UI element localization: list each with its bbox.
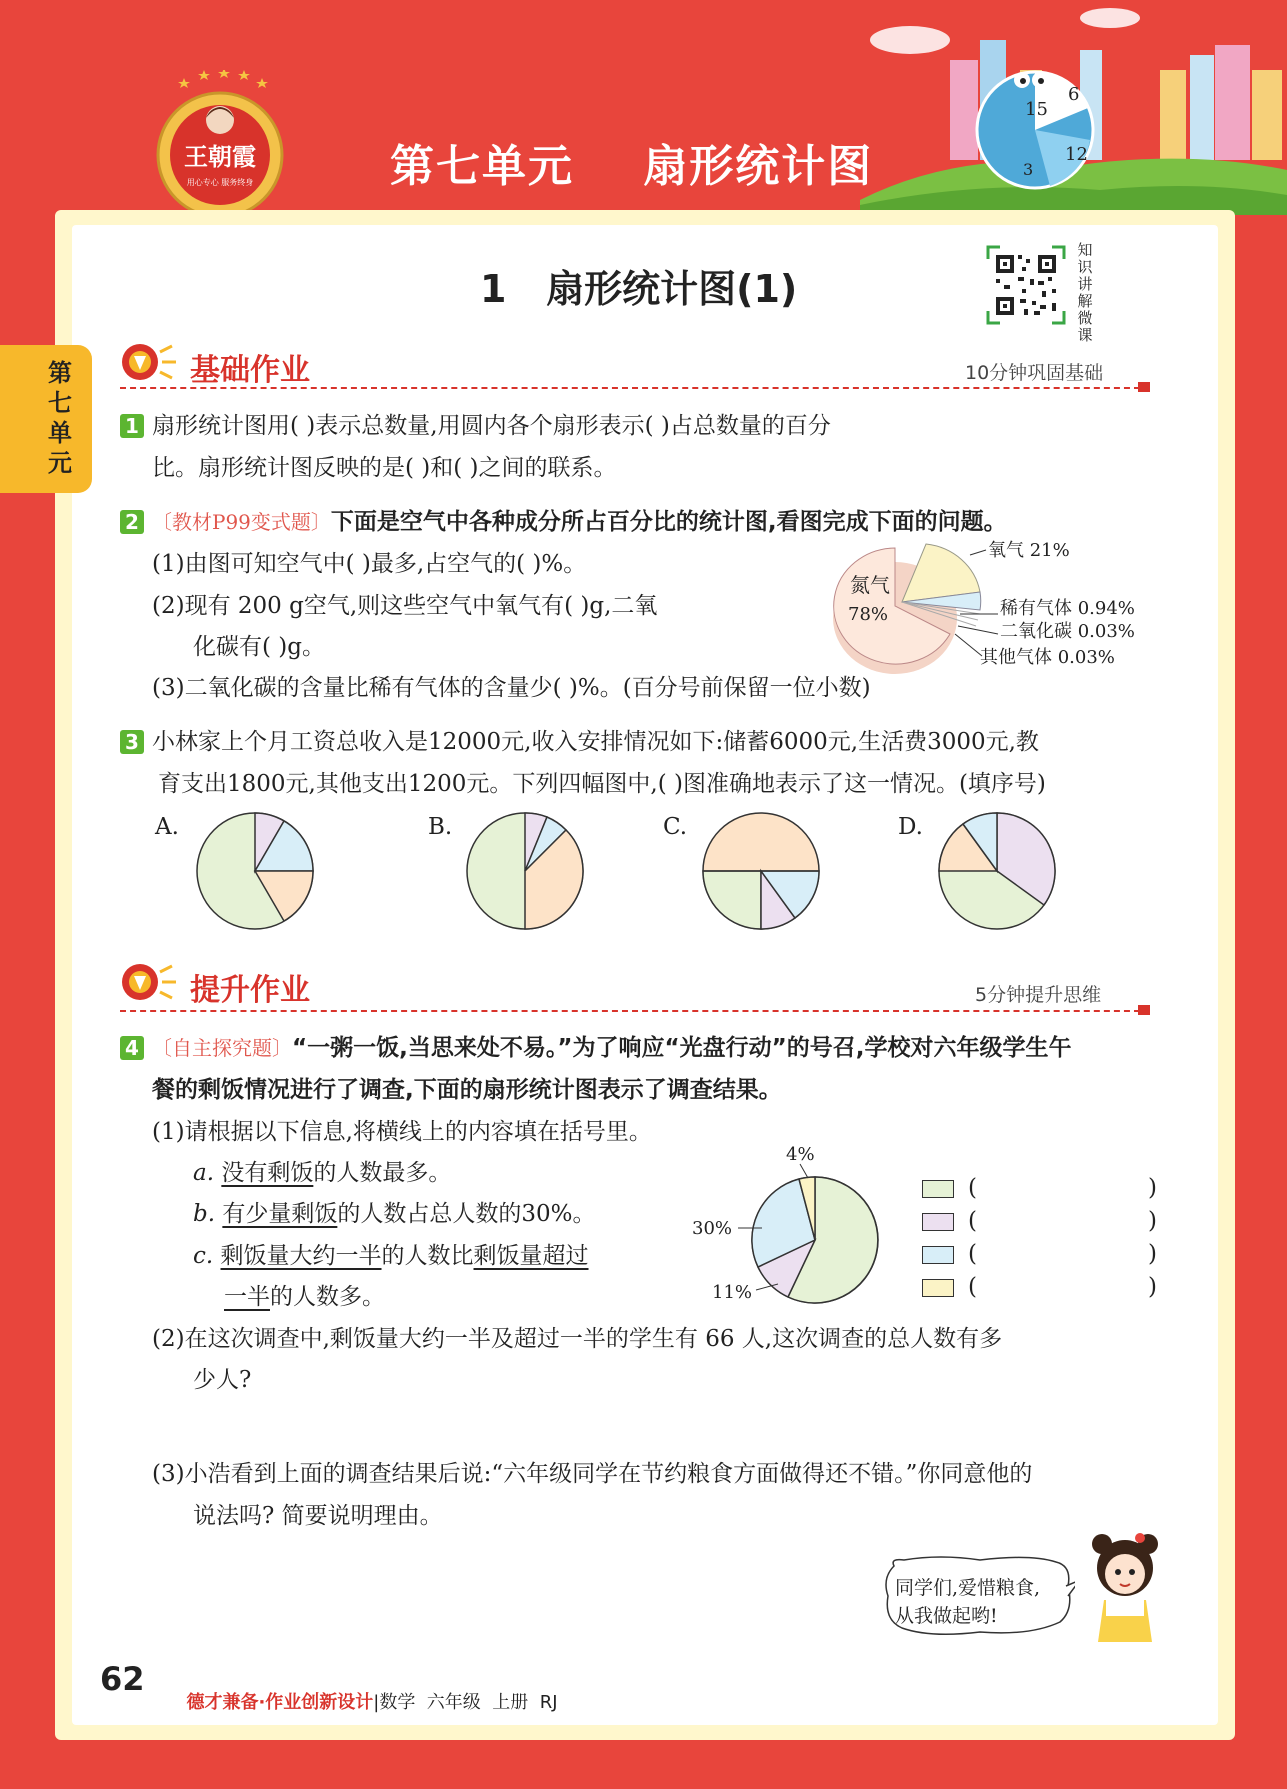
- q2-part1: (1)由图可知空气中( )最多,占空气的( )%。: [152, 551, 587, 577]
- item-c-underlined-1: 剩饭量大约一半: [220, 1243, 382, 1269]
- lesson-title: 1 扇形统计图(1): [480, 267, 798, 311]
- legend-open-1: (: [968, 1175, 977, 1201]
- option-a-label: A.: [155, 814, 179, 840]
- option-a-pie[interactable]: [194, 810, 316, 932]
- legend-close-3: ): [1148, 1241, 1157, 1267]
- section-title-advanced: 提升作业: [190, 973, 310, 1008]
- city-number-15: 15: [1025, 99, 1048, 120]
- legend-open-4: (: [968, 1274, 977, 1300]
- section-note-basic: 10分钟巩固基础: [965, 362, 1104, 384]
- label-30pct: 30%: [692, 1218, 733, 1239]
- trophy-icon: [118, 338, 178, 386]
- question-number-2: 2: [120, 510, 144, 534]
- label-rare-gas: 稀有气体 0.94%: [1000, 598, 1135, 619]
- q3-line1: 小林家上个月工资总收入是12000元,收入安排情况如下:储蓄6000元,生活费3000元,教: [152, 729, 1039, 755]
- q2-part2b: 化碳有( )g。: [193, 634, 325, 660]
- section-divider: [120, 387, 1140, 389]
- legend-swatch-yellow: [922, 1279, 954, 1297]
- section-title-basic: 基础作业: [190, 353, 310, 388]
- option-c-label: C.: [663, 814, 688, 840]
- legend-swatch-purple: [922, 1213, 954, 1231]
- unit-title: 第七单元 扇形统计图: [390, 141, 874, 192]
- label-nitrogen-pct: 78%: [848, 604, 889, 625]
- q1-line1: 扇形统计图用( )表示总数量,用圆内各个扇形表示( )占总数量的百分: [152, 413, 831, 439]
- item-a-underlined: 没有剩饭: [221, 1160, 314, 1186]
- section-divider: [120, 1010, 1140, 1012]
- option-d-pie[interactable]: [936, 810, 1058, 932]
- q4-part2b: 少人?: [193, 1367, 252, 1393]
- label-other-gas: 其他气体 0.03%: [980, 647, 1115, 668]
- label-11pct: 11%: [712, 1282, 753, 1303]
- item-b-label: b.: [193, 1201, 216, 1227]
- q4-stem1: “一粥一饭,当思来处不易。”为了响应“光盘行动”的号召,学校对六年级学生午: [292, 1035, 1072, 1061]
- item-b-underlined: 有少量剩饭: [222, 1201, 338, 1227]
- q2-part2a: (2)现有 200 g空气,则这些空气中氧气有( )g,二氧: [152, 593, 658, 619]
- item-c-underlined-2: 剩饭量超过: [473, 1243, 589, 1269]
- trophy-icon: [118, 958, 178, 1006]
- legend-swatch-blue: [922, 1246, 954, 1264]
- q4-tag: 〔自主探究题〕: [152, 1036, 292, 1060]
- legend-close-4: ): [1148, 1274, 1157, 1300]
- q2-part3: (3)二氧化碳的含量比稀有气体的含量少( )%。(百分号前保留一位小数): [152, 675, 871, 701]
- option-b-label: B.: [428, 814, 453, 840]
- item-c-label: c.: [193, 1243, 214, 1269]
- label-oxygen: 氧气 21%: [988, 540, 1070, 561]
- item-b-rest: 的人数占总人数的30%。: [337, 1201, 596, 1227]
- side-tab-label: 第七单元: [48, 359, 72, 477]
- air-pie-chart: [830, 530, 1160, 680]
- item-a-rest: 的人数最多。: [313, 1160, 452, 1186]
- section-note-advanced: 5分钟提升思维: [975, 984, 1102, 1006]
- legend-close-2: ): [1148, 1208, 1157, 1234]
- legend-open-3: (: [968, 1241, 977, 1267]
- q1-line2: 比。扇形统计图反映的是( )和( )之间的联系。: [152, 455, 617, 481]
- item-c-mid: 的人数比: [381, 1243, 474, 1269]
- item-c-rest: 的人数多。: [270, 1284, 385, 1310]
- city-illustration: [860, 0, 1287, 215]
- publisher-logo: [150, 70, 290, 220]
- question-number-3: 3: [120, 730, 144, 754]
- option-b-pie[interactable]: [464, 810, 586, 932]
- question-number-1: 1: [120, 414, 144, 438]
- q3-line2: 育支出1800元,其他支出1200元。下列四幅图中,( )图准确地表示了这一情况。(填序号): [158, 771, 1046, 797]
- footer-info: |数学 六年级 上册 RJ: [373, 1692, 558, 1713]
- label-4pct: 4%: [786, 1144, 815, 1165]
- label-nitrogen: 氮气: [850, 573, 890, 597]
- page-number: 62: [100, 1660, 145, 1698]
- q2-stem: 下面是空气中各种成分所占百分比的统计图,看图完成下面的问题。: [330, 509, 1007, 535]
- logo-slogan: 用心专心 服务终身: [186, 178, 254, 187]
- q4-part3b: 说法吗? 简要说明理由。: [193, 1503, 443, 1529]
- logo-name: 王朝霞: [184, 142, 256, 171]
- q4-part2a: (2)在这次调查中,剩饭量大约一半及超过一半的学生有 66 人,这次调查的总人数有多: [152, 1326, 1003, 1352]
- option-c-pie[interactable]: [700, 810, 822, 932]
- leftover-pie-chart: [690, 1140, 890, 1310]
- legend-swatch-green: [922, 1180, 954, 1198]
- option-d-label: D.: [898, 814, 923, 840]
- girl-illustration: [1080, 1530, 1170, 1650]
- divider-end: [1138, 1005, 1150, 1015]
- q4-stem2: 餐的剩饭情况进行了调查,下面的扇形统计图表示了调查结果。: [152, 1077, 782, 1103]
- city-number-6: 6: [1068, 84, 1080, 105]
- q4-part3a: (3)小浩看到上面的调查结果后说:“六年级同学在节约粮食方面做得还不错。”你同意他的: [152, 1461, 1033, 1487]
- label-co2: 二氧化碳 0.03%: [1000, 621, 1135, 642]
- divider-end: [1138, 382, 1150, 392]
- footer-brand: 德才兼备·作业创新设计: [186, 1692, 374, 1713]
- legend-close-1: ): [1148, 1175, 1157, 1201]
- bubble-line-2: 从我做起哟!: [895, 1605, 998, 1627]
- item-c-underlined-3: 一半: [224, 1284, 270, 1310]
- qr-label: 知识讲解微课: [1077, 241, 1093, 344]
- qr-code-icon[interactable]: [986, 245, 1066, 325]
- q4-part1: (1)请根据以下信息,将横线上的内容填在括号里。: [152, 1119, 652, 1145]
- q2-tag: 〔教材P99变式题〕: [152, 510, 331, 534]
- bubble-line-1: 同学们,爱惜粮食,: [895, 1577, 1041, 1599]
- city-number-3: 3: [1023, 160, 1034, 179]
- item-a-label: a.: [193, 1160, 215, 1186]
- city-number-12: 12: [1065, 144, 1088, 165]
- question-number-4: 4: [120, 1036, 144, 1060]
- legend-open-2: (: [968, 1208, 977, 1234]
